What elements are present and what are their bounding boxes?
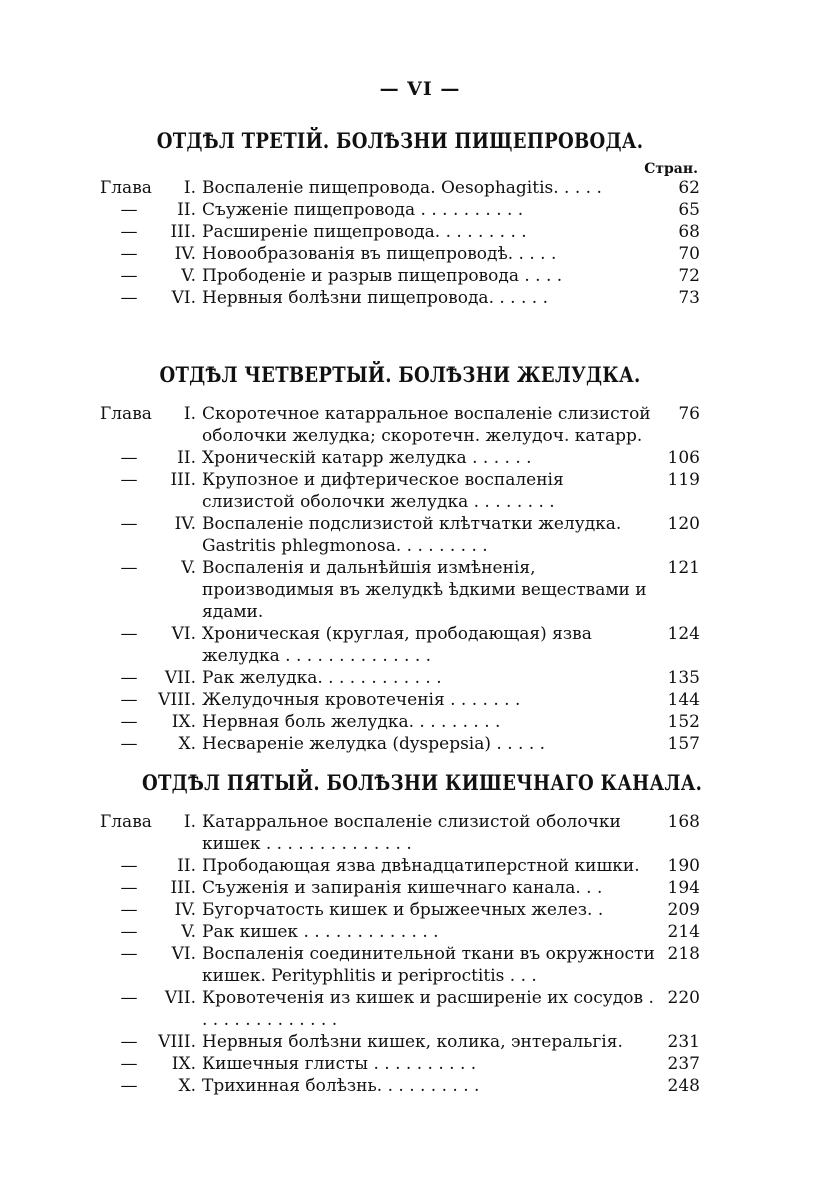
page-ref: 214 (667, 922, 700, 942)
chapter-prefix: — (120, 624, 138, 644)
page-ref: 72 (678, 266, 700, 286)
chapter-prefix: — (120, 266, 138, 286)
toc-entry (100, 1031, 700, 1053)
chapter-title: Трихинная болѣзнь. . . . . . . . . . (202, 1076, 480, 1096)
chapter-number: IV. (174, 514, 196, 534)
toc-entry (100, 921, 700, 943)
page-ref: 121 (667, 558, 700, 578)
chapter-number: V. (181, 558, 196, 578)
chapter-number: II. (177, 200, 196, 220)
chapter-title: Расширеніе пищепровода. . . . . . . . . (202, 222, 527, 242)
page-ref: 68 (678, 222, 700, 242)
chapter-number: I. (183, 812, 196, 832)
page-ref: 168 (667, 812, 700, 832)
toc-entry (100, 711, 700, 733)
chapter-number: VIII. (158, 690, 196, 710)
toc-entry (100, 667, 700, 689)
chapter-title: Воспаленіе пищепровода. Oesophagitis. . . . . (202, 178, 602, 198)
chapter-number: III. (170, 470, 196, 490)
chapter-title: Прободающая язва двѣнадцатиперстной кишки. (202, 856, 640, 876)
chapter-number: III. (170, 222, 196, 242)
page-ref: 144 (667, 690, 700, 710)
chapter-number: I. (183, 404, 196, 424)
toc-entry (100, 447, 700, 469)
chapter-title: Кровотеченія из кишек и расширеніе их сосудов . . . . . . . . . . . . . . (202, 988, 654, 1030)
page-ref: 157 (667, 734, 700, 754)
page-ref: 152 (667, 712, 700, 732)
chapter-number: IV. (174, 900, 196, 920)
toc-entry (100, 199, 700, 221)
toc-entry (100, 733, 700, 755)
chapter-prefix: Глава (100, 404, 152, 424)
chapter-number: VI. (171, 624, 196, 644)
chapter-number: IX. (171, 712, 196, 732)
toc-entry (100, 221, 700, 243)
chapter-prefix: — (120, 712, 138, 732)
toc-entry (100, 1075, 700, 1097)
chapter-title: Кишечныя глисты . . . . . . . . . . (202, 1054, 477, 1074)
page-ref: 124 (667, 624, 700, 644)
page-ref: 209 (667, 900, 700, 920)
chapter-title: Хроническій катарр желудка . . . . . . (202, 448, 532, 468)
chapter-prefix: — (120, 856, 138, 876)
section-3 (100, 128, 700, 309)
chapter-number: II. (177, 448, 196, 468)
chapter-prefix: — (120, 514, 138, 534)
page-ref: 120 (667, 514, 700, 534)
page-ref: 70 (678, 244, 700, 264)
chapter-prefix: — (120, 944, 138, 964)
toc-entry (100, 403, 700, 447)
chapter-prefix: — (120, 900, 138, 920)
entry-list (100, 811, 700, 1097)
chapter-title: Катарральное воспаленіе слизистой оболочки кишек . . . . . . . . . . . . . . (202, 812, 621, 854)
chapter-title: Прободеніе и разрыв пищепровода . . . . (202, 266, 563, 286)
chapter-prefix: — (120, 200, 138, 220)
chapter-title: Новообразованія въ пищепроводѣ. . . . . (202, 244, 557, 264)
chapter-title: Несвареніе желудка (dyspepsia) . . . . . (202, 734, 546, 754)
chapter-prefix: — (120, 922, 138, 942)
chapter-number: VI. (171, 288, 196, 308)
chapter-prefix: — (120, 1076, 138, 1096)
toc-entry (100, 877, 700, 899)
chapter-number: V. (181, 922, 196, 942)
chapter-number: IX. (171, 1054, 196, 1074)
chapter-number: I. (183, 178, 196, 198)
chapter-title: Воспаленія и дальнѣйшія измѣненія, производимыя въ желудкѣ ѣдкими веществами и ядами. (202, 558, 647, 622)
chapter-prefix: — (120, 690, 138, 710)
toc-entry (100, 265, 700, 287)
chapter-title: Нервная боль желудка. . . . . . . . . (202, 712, 501, 732)
page-column-label: Стран. (644, 161, 698, 177)
chapter-number: VIII. (158, 1032, 196, 1052)
chapter-prefix: Глава (100, 178, 152, 198)
page-ref: 73 (678, 288, 700, 308)
chapter-number: II. (177, 856, 196, 876)
chapter-title: Скоротечное катарральное воспаленіе слизистой оболочки желудка; скоротечн. желудоч. катарр. (202, 404, 651, 446)
toc-entry (100, 855, 700, 877)
chapter-number: X. (178, 734, 196, 754)
chapter-number: VII. (164, 668, 196, 688)
chapter-prefix: — (120, 734, 138, 754)
chapter-title: Съуженіе пищепровода . . . . . . . . . . (202, 200, 524, 220)
page-ref: 248 (667, 1076, 700, 1096)
toc-entry (100, 469, 700, 513)
chapter-title: Крупозное и дифтерическое воспаленія слизистой оболочки желудка . . . . . . . . (202, 470, 564, 512)
chapter-prefix: — (120, 1054, 138, 1074)
page-ref: 65 (678, 200, 700, 220)
page-ref: 237 (667, 1054, 700, 1074)
section-title: ОТДѢЛ ЧЕТВЕРТЫЙ. БОЛѢЗНИ ЖЕЛУДКА. (159, 362, 641, 387)
chapter-number: V. (181, 266, 196, 286)
chapter-prefix: — (120, 244, 138, 264)
section-title: ОТДѢЛ ПЯТЫЙ. БОЛѢЗНИ КИШЕЧНАГО КАНАЛА. (142, 770, 703, 795)
page-ref: 194 (667, 878, 700, 898)
chapter-title: Воспаленіе подслизистой клѣтчатки желудка. Gastritis phlegmonosa. . . . . . . . . (202, 514, 622, 556)
page-ref: 231 (667, 1032, 700, 1052)
toc-entry (100, 987, 700, 1031)
toc-entry (100, 623, 700, 667)
toc-entry (100, 1053, 700, 1075)
section-title: ОТДѢЛ ТРЕТІЙ. БОЛѢЗНИ ПИЩЕПРОВОДА. (156, 128, 644, 153)
page-ref: 106 (667, 448, 700, 468)
chapter-number: VI. (171, 944, 196, 964)
chapter-title: Нервныя болѣзни пищепровода. . . . . . (202, 288, 549, 308)
chapter-title: Бугорчатость кишек и брыжеечных желез. . (202, 900, 604, 920)
page-ref: 218 (667, 944, 700, 964)
entry-list (100, 403, 700, 755)
page-ref: 62 (678, 178, 700, 198)
toc-entry (100, 287, 700, 309)
page-number: — VI — (379, 78, 461, 100)
chapter-number: VII. (164, 988, 196, 1008)
entry-list (100, 177, 700, 309)
page-ref: 220 (667, 988, 700, 1008)
chapter-title: Воспаленія соединительной ткани въ окружности кишек. Perityphlitis и periproctitis . . . (202, 944, 655, 986)
toc-entry (100, 689, 700, 711)
toc-entry (100, 811, 700, 855)
chapter-title: Нервныя болѣзни кишек, колика, энтеральгія. (202, 1032, 623, 1052)
page-ref: 135 (667, 668, 700, 688)
toc-entry (100, 513, 700, 557)
section-4 (100, 362, 700, 755)
chapter-prefix: — (120, 558, 138, 578)
chapter-prefix: — (120, 222, 138, 242)
chapter-prefix: Глава (100, 812, 152, 832)
chapter-prefix: — (120, 878, 138, 898)
toc-entry (100, 943, 700, 987)
toc-entry (100, 899, 700, 921)
toc-entry (100, 177, 700, 199)
page-ref: 190 (667, 856, 700, 876)
chapter-prefix: — (120, 288, 138, 308)
chapter-title: Рак желудка. . . . . . . . . . . . (202, 668, 442, 688)
page-ref: 119 (667, 470, 700, 490)
chapter-title: Хроническая (круглая, прободающая) язва желудка . . . . . . . . . . . . . . (202, 624, 592, 666)
chapter-prefix: — (120, 1032, 138, 1052)
chapter-number: X. (178, 1076, 196, 1096)
chapter-title: Съуженія и запиранія кишечнаго канала. . . (202, 878, 603, 898)
section-5 (100, 770, 703, 1097)
chapter-title: Желудочныя кровотеченія . . . . . . . (202, 690, 521, 710)
chapter-prefix: — (120, 988, 138, 1008)
chapter-prefix: — (120, 448, 138, 468)
chapter-title: Рак кишек . . . . . . . . . . . . . (202, 922, 439, 942)
chapter-prefix: — (120, 668, 138, 688)
page-ref: 76 (678, 404, 700, 424)
chapter-number: III. (170, 878, 196, 898)
chapter-number: IV. (174, 244, 196, 264)
toc-entry (100, 243, 700, 265)
toc-entry (100, 557, 700, 623)
chapter-prefix: — (120, 470, 138, 490)
